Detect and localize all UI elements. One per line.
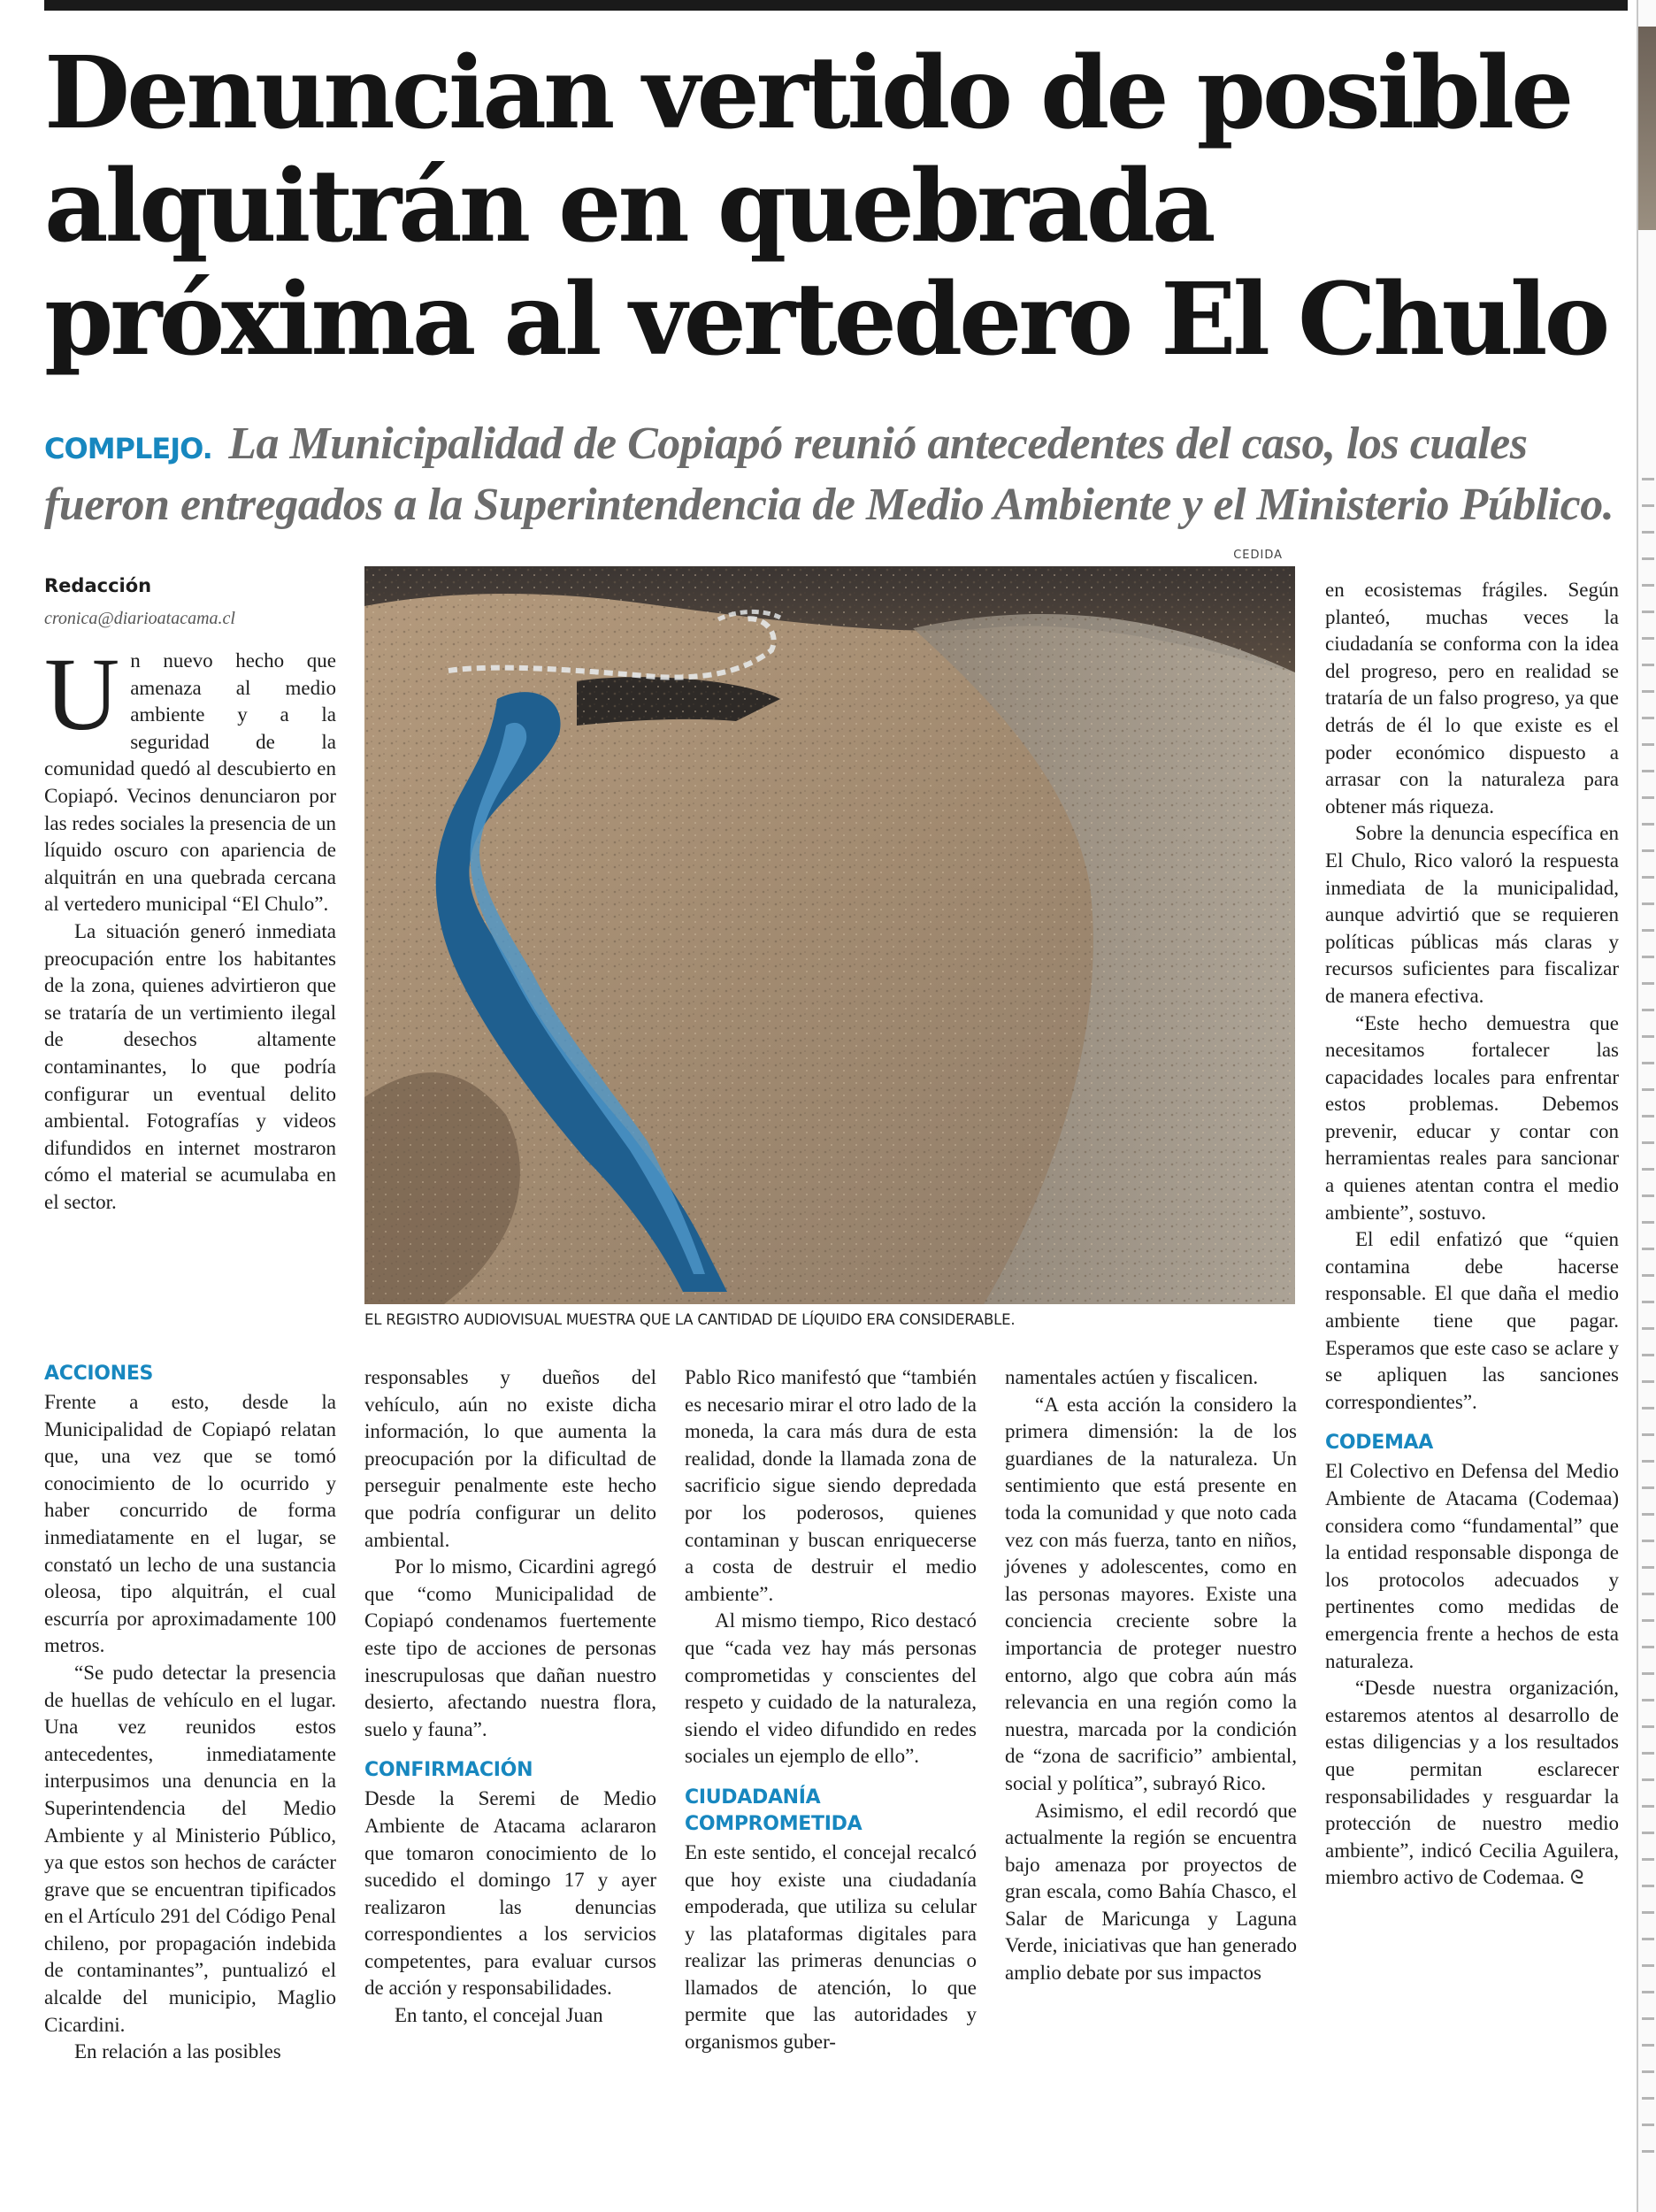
end-of-article-mark: ᘓ [1569, 1866, 1584, 1889]
column-1 [44, 1347, 336, 2066]
col5-paragraph-3: “Este hecho demuestra que necesitamos fortalecer las capacidades locales para enfrentar estos problemas. Debemos prevenir, educar y contar con herramientas reales para sancionar a quienes atentan contra el medio ambiente”, sostuvo. [1325, 1011, 1619, 1224]
col4-paragraph-2: “A esta acción la considero la primera dimensión: la de los guardianes de la naturaleza. Un sentimiento que está presente en toda la comunidad y que noto cada vez con más fuerza, tanto en niños, jóvenes y adolescentes, como en las personas mayores. Existe una conciencia creciente sobre la importancia de proteger nuestro entorno, algo que cobra aún más relevancia en una región como la nuestra, marcada por la condición de “zona de sacrificio” ambiental, social y política”, subrayó Rico. [1005, 1393, 1297, 1794]
section-heading-ciudadania: CIUDADANÍA COMPROMETIDA [685, 1786, 862, 1835]
photo-caption: EL REGISTRO AUDIOVISUAL MUESTRA QUE LA CANTIDAD DE LÍQUIDO ERA CONSIDERABLE. [364, 1311, 1016, 1328]
col5-paragraph-1: en ecosistemas frágiles. Según planteó, muchas veces la ciudadanía se conforma con la idea del progreso, pero en realidad se trataría de un falso progreso, ya que detrás de él lo que existe es el poder económico dispuesto a arrasar con la naturaleza para obtener más riqueza. [1325, 579, 1619, 818]
col5-paragraph-4: El edil enfatizó que “quien contamina debe hacerse responsable. El que daña el medio ambiente tiene que pagar. Esperamos que este caso se aclare y se apliquen las sanciones correspondientes”. [1325, 1228, 1619, 1413]
acciones-paragraph-2: “Se pudo detectar la presencia de huellas de vehículo en el lugar. Una vez reunidos estos antecedentes, inmediatamente interpusimos una denuncia en la Superintendencia del Medio Ambiente y al Ministerio Público, ya que estos son hechos de carácter grave que se encuentran tipificados en el Artículo 291 del Código Penal chileno, por propagación indebida de contaminantes”, puntualizó el alcalde del municipio, Maglio Cicardini. [44, 1661, 336, 2036]
column-5 [1325, 577, 1619, 1892]
adjacent-photo-fragment [1638, 27, 1656, 230]
col2-paragraph-1: responsables y dueños del vehículo, aún no existe dicha información, lo que aumenta la preocupación por la dificultad de perseguir penalmente este hecho que podría configurar un delito ambiental. [364, 1366, 656, 1551]
confirmacion-paragraph-1: Desde la Seremi de Medio Ambiente de Atacama aclararon que tomaron conocimiento de lo sucedido el domingo 17 y ayer realizaron las denuncias correspondientes a los servicios competentes, para evaluar cursos de acción y responsabilidades. [364, 1787, 656, 2000]
intro-paragraph-1-text: n nuevo hecho que amenaza al medio ambiente y a la seguridad de la comunidad quedó al descubierto en Copiapó. Vecinos denunciaron por las redes sociales la presencia de un líquido oscuro con apariencia de alquitrán en una quebrada cercana al vertedero municipal “El Chulo”. [44, 649, 336, 916]
adjacent-page-strip [1637, 0, 1656, 2212]
confirmacion-paragraph-2: En tanto, el concejal Juan [395, 2004, 603, 2027]
col5-paragraph-2: Sobre la denuncia específica en El Chulo, Rico valoró la respuesta inmediata de la municipalidad, aunque advirtió que se requieren políticas públicas más claras y recursos suficientes para fiscalizar de manera efectiva. [1325, 822, 1619, 1007]
author-email: cronica@diarioatacama.cl [44, 609, 235, 628]
acciones-paragraph-3: En relación a las posibles [74, 2040, 281, 2063]
col4-paragraph-3: Asimismo, el edil recordó que actualmente la región se encuentra bajo amenaza por proyectos de gran escala, como Bahía Chasco, el Salar de Maricunga y Laguna Verde, iniciativas que han generado amplio debate por sus impactos [1005, 1799, 1297, 1985]
ciudadania-paragraph-1: En este sentido, el concejal recalcó que hoy existe una ciudadanía empoderada, que utiliza su celular y las plataformas digitales para realizar las primeras denuncias o llamados de atención, lo que permite que las autoridades y organismos guber- [685, 1840, 977, 2054]
kicker: COMPLEJO. [44, 432, 212, 465]
column-intro [44, 636, 336, 1216]
lead-text: La Municipalidad de Copiapó reunió antecedentes del caso, los cuales fueron entregados a la Superintendencia de Medio Ambiente y el Ministerio Público. [44, 419, 1614, 530]
col4-paragraph-1: namentales actúen y fiscalicen. [1005, 1366, 1259, 1388]
tar-ravine-illustration [364, 566, 1295, 1304]
column-2 [364, 1364, 656, 2030]
column-3 [685, 1364, 977, 2056]
col3-paragraph-1: Pablo Rico manifestó que “también es necesario mirar el otro lado de la moneda, la cara más dura de esta realidad, donde la llamada zona de sacrificio sigue siendo depredada por los poderosos, quienes contaminan y buscan enriquecerse a costa de destruir el medio ambiente”. [685, 1366, 977, 1605]
byline: Redacción [44, 575, 152, 596]
section-heading-acciones: ACCIONES [44, 1363, 154, 1385]
photo-credit: CEDIDA [1233, 549, 1283, 562]
codemaa-paragraph-1: El Colectivo en Defensa del Medio Ambiente de Atacama (Codemaa) considera como “fundamental” que la entidad responsable disponga de los protocolos adecuados y pertinentes como medidas de emergencia frente a hechos de esta naturaleza. [1325, 1460, 1619, 1672]
lead-paragraph [44, 416, 1628, 534]
article-photo [364, 566, 1295, 1304]
section-heading-codemaa: CODEMAA [1325, 1432, 1433, 1455]
top-rule [44, 0, 1628, 11]
codemaa-paragraph-2 [1325, 1675, 1619, 1892]
headline: Denuncian vertido de posible alquitrán en quebrada próxima al vertedero El Chulo [44, 35, 1607, 378]
col3-paragraph-2: Al mismo tiempo, Rico destacó que “cada vez hay más personas comprometidas y conscientes del respeto y cuidado de la naturaleza, siendo el video difundido en redes sociales un ejemplo de ello”. [685, 1609, 977, 1768]
drop-cap: U [44, 636, 120, 752]
intro-paragraph-1 [44, 636, 336, 918]
section-heading-confirmacion: CONFIRMACIÓN [364, 1759, 533, 1782]
acciones-paragraph-1: Frente a esto, desde la Municipalidad de Copiapó relatan que, una vez que se tomó conocimiento de lo ocurrido y haber concurrido de forma inmediatamente en el lugar, se constató un lecho de una sustancia oleosa, tipo alquitrán, el cual escurría por aproximadamente 100 metros. [44, 1391, 336, 1657]
column-4 [1005, 1364, 1297, 1987]
intro-paragraph-2: La situación generó inmediata preocupación entre los habitantes de la zona, quienes advirtieron que se trataría de un vertimiento ilegal de desechos altamente contaminantes, lo que podría configurar un eventual delito ambiental. Fotografías y videos difundidos en internet mostraron cómo el material se acumulaba en el sector. [44, 919, 336, 1213]
adjacent-text-fragment [1642, 478, 1654, 2159]
col2-paragraph-2: Por lo mismo, Cicardini agregó que “como Municipalidad de Copiapó condenamos fuertemente este tipo de acciones de personas inescrupulosas que dañan nuestro desierto, afectando nuestra flora, suelo y fauna”. [364, 1555, 656, 1740]
codemaa-paragraph-2-text: “Desde nuestra organización, estaremos atentos al desarrollo de estas diligencias y a los resultados que permitan esclarecer responsabilidades y resguardar la protección de nuestro medio ambiente”, indicó Cecilia Aguilera, miembro activo de Codemaa. [1325, 1677, 1619, 1889]
